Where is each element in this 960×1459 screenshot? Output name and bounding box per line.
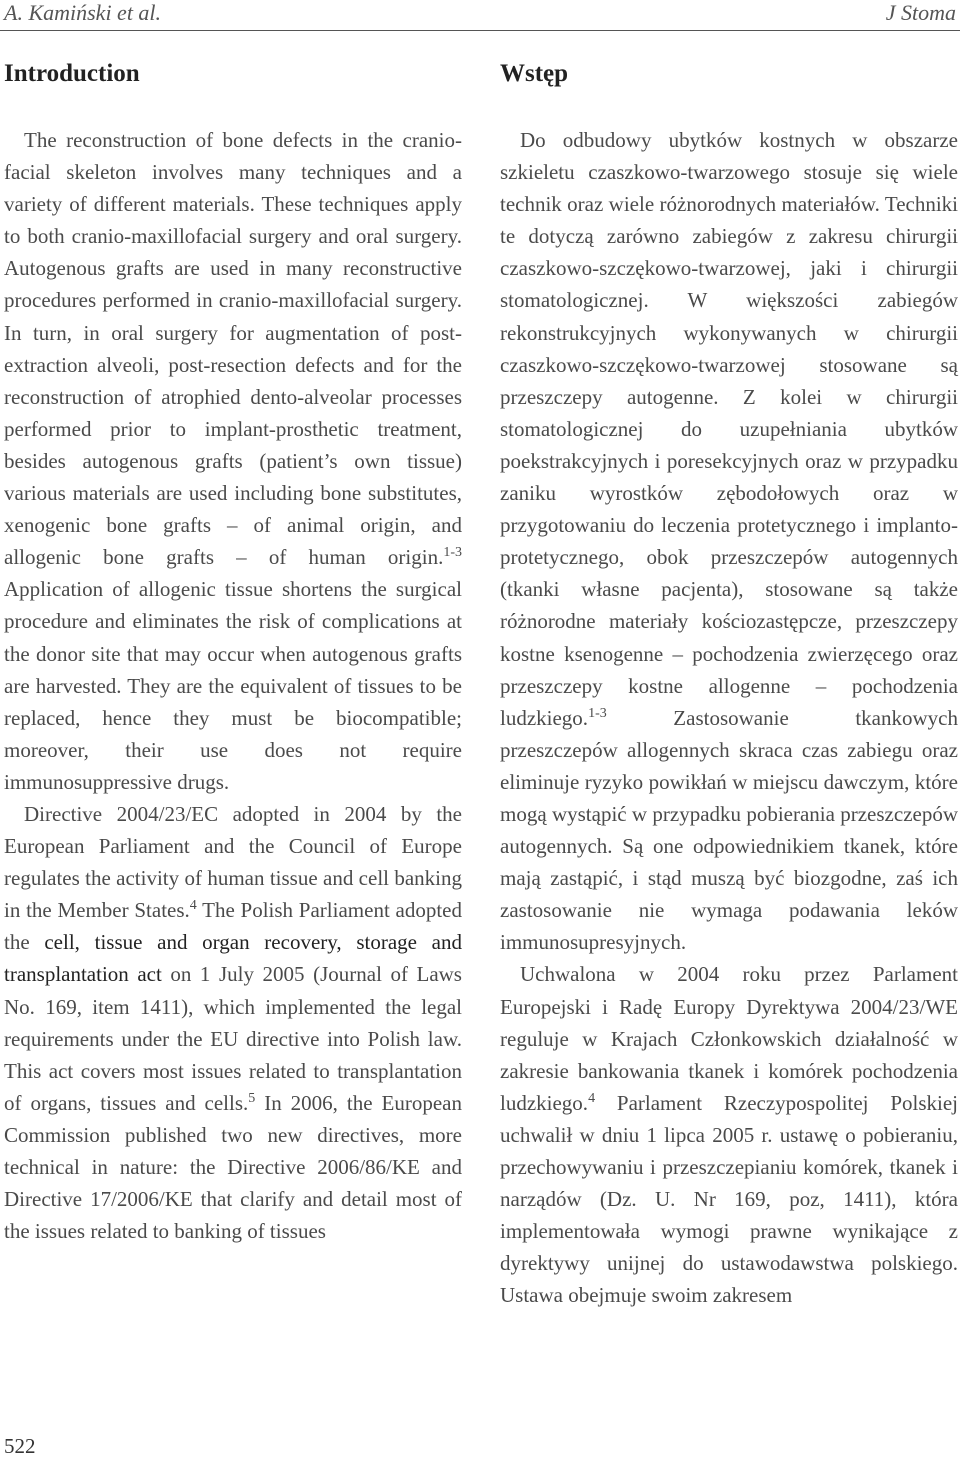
paragraph-text: Directive 2004/23/EC adopted in 2004 by the European Parliament and the Council of Europe regulates the activity of human tissue and cell banking in the Member States.	[4, 801, 462, 923]
paragraph-text: Uchwalona w 2004 roku przez Parlament Europejski i Radę Europy Dyrektywa 2004/23/WE reguluje w Krajach Członkowskich działalność w zakresie bankowania tkanek i komórek pochodzenia ludzkiego.	[500, 962, 958, 1115]
paragraph-text: Parlament Rzeczypospolitej Polskiej uchwalił w dniu 1 lipca 2005 r. ustawę o pobieraniu, przechowywaniu i przeszczepianiu komórek, tkanek i narządów (Dz. U. Nr 169, poz, 1411), która implementowała wymogi prawne wynikające z dyrektywy unijnej do ustawodawstwa polskiego. Ustawa obejmuje swoim zakresem	[500, 1090, 958, 1308]
paragraph-text: In 2006, the European Commission published two new directives, more technical in nature: the Directive 2006/86/KE and Directive 17/2006/KE that clarify and detail most of the issues related to banking of tissues	[4, 1090, 462, 1244]
paragraph-text: Zastosowanie tkankowych przeszczepów allogennych skraca czas zabiegu oraz eliminuje ryzyko powikłań w miejscu dawczym, które mogą wystąpić w przypadku pobierania przeszczepów autogennych. Są one odpowiednikiem tkanek, które mają zastąpić, i stąd muszą być biozgodne, zaś ich zastosowanie nie wymaga podawania leków immunosupresyjnych.	[500, 705, 958, 955]
paragraph-2-en	[4, 798, 462, 1247]
citation-ref: 5	[248, 1090, 256, 1106]
section-heading-wstep: Wstęp	[500, 60, 569, 87]
act-title: cell, tissue and organ recovery, storage and transplantation act	[4, 930, 462, 987]
paragraph-text: The reconstruction of bone defects in the cranio-facial skeleton involves many techniques and a variety of different materials. These techniques apply to both cranio-maxillofacial surgery and oral surgery. Autogenous grafts are used in many reconstructive procedures performed in cranio-maxillofacial surgery. In turn, in oral surgery for augmentation of post-extraction alveoli, post-resection defects and for the reconstruction of atrophied dento-alveolar processes performed prior to implant-prosthetic treatment, besides autogenous grafts (patient’s own tissue) various materials are used including bone substitutes, xenogenic bone grafts – of animal origin, and allogenic bone grafts – of human origin.	[4, 128, 462, 570]
column-polish	[500, 56, 958, 1311]
paragraph-text: on 1 July 2005 (Journal of Laws No. 169, item 1411), which implemented the legal requirements under the EU directive into Polish law. This act covers most issues related to transplantation of organs, tissues and cells.	[4, 962, 462, 1115]
citation-ref: 1-3	[588, 705, 607, 721]
citation-ref: 4	[189, 898, 197, 914]
running-header	[0, 0, 960, 28]
page-number: 522	[4, 1434, 36, 1458]
paragraph-1-pl	[500, 124, 958, 958]
paragraph-text: Application of allogenic tissue shortens the surgical procedure and eliminates the risk of complications at the donor site that may occur when autogenous grafts are harvested. They are the equivalent of tissues to be replaced, hence they must be biocompatible; moreover, their use does not require immunosuppressive drugs.	[4, 577, 462, 794]
paragraph-2-pl	[500, 958, 958, 1311]
header-authors: A. Kamiński et al.	[4, 0, 162, 25]
header-rule	[0, 30, 960, 31]
header-journal: J Stoma	[885, 0, 956, 25]
paragraph-text: The Polish Parliament adopted the	[4, 898, 462, 955]
citation-ref: 4	[588, 1090, 596, 1106]
section-heading-introduction: Introduction	[4, 60, 140, 87]
column-english	[4, 56, 462, 1247]
paragraph-text: Do odbudowy ubytków kostnych w obszarze szkieletu czaszkowo-twarzowego stosuje się wiele technik oraz wiele różnorodnych materiałów. Techniki te dotyczą zarówno zabiegów z zakresu chirurgii czaszkowo-szczękowo-twarzowej, jaki i chirurgii stomatologicznej. W większości zabiegów rekonstrukcyjnych wykonywanych w chirurgii czaszkowo-szczękowo-twarzowej stosowane są przeszczepy autogenne. Z kolei w chirurgii stomatologicznej do uzupełniania ubytków poekstrakcyjnych i poresekcyjnych oraz w przypadku zaniku wyrostków zębodołowych oraz w przygotowaniu do leczenia protetycznego i implanto-protetycznego, obok przeszczepów autogennych (tkanki własne pacjenta), stosowane są także różnorodne materiały kościozastępcze, przeszczepy kostne ksenogenne – pochodzenia zwierzęcego oraz przeszczepy kostne allogenne – pochodzenia ludzkiego.	[500, 128, 958, 730]
paragraph-1-en	[4, 124, 462, 798]
citation-ref: 1-3	[443, 545, 462, 561]
